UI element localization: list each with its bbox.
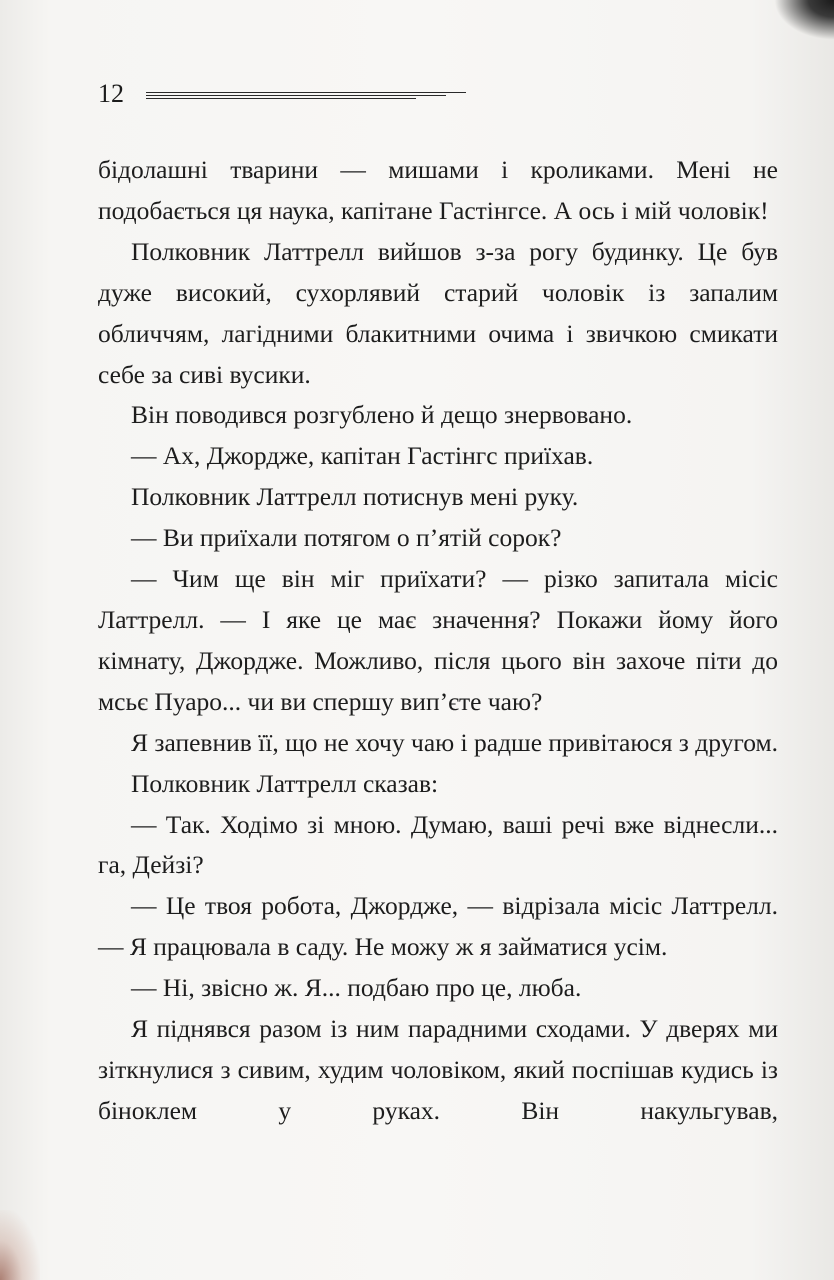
paragraph: — Ви приїхали потягом о п’ятій сорок? — [131, 523, 562, 553]
paragraph: Я запевнив її, що не хочу чаю і радше привітаюся з другом. — [131, 727, 778, 757]
scan-finger-shadow — [0, 1210, 40, 1280]
paragraph: — Це твоя робота, Джордже, — відрізала місіс Латтрелл. — Я працювала в саду. Не можу ж я займатися усім. — [98, 891, 778, 962]
paragraph: Полковник Латтрелл сказав: — [131, 768, 439, 798]
page-header — [98, 78, 478, 110]
page-number: 12 — [98, 79, 124, 108]
paragraph: — Ні, звісно ж. Я... подбаю про це, люба. — [131, 973, 582, 1003]
paragraph: Полковник Латтрелл вийшов з-за рогу будинку. Це був дуже високий, сухорлявий старий чоловік із запалим обличчям, лагідними блакитними очима і звичкою смикати себе за сиві вусики. — [98, 236, 778, 389]
paragraph: Я піднявся разом із ним парадними сходами. У дверях ми зіткнулися з сивим, худим чоловіком, який поспішав кудись із біноклем у руках. Він накульгував, — [98, 1014, 778, 1125]
paragraph: — Ах, Джордже, капітан Гастінгс приїхав. — [131, 441, 594, 471]
scan-corner-shadow — [774, 0, 834, 40]
paragraph: бідолашні тварини — мишами і кроликами. Мені не подобається ця наука, капітане Гастінгсе. А ось і мій чоловік! — [98, 155, 778, 225]
paragraph: Він поводився розгублено й дещо знервовано. — [131, 400, 633, 430]
body-text — [98, 150, 778, 1132]
header-rule — [146, 92, 466, 99]
paragraph: — Так. Ходімо зі мною. Думаю, ваші речі вже віднесли... га, Дейзі? — [98, 809, 778, 880]
paragraph: Полковник Латтрелл потиснув мені руку. — [131, 482, 579, 512]
paragraph: — Чим ще він міг приїхати? — різко запитала місіс Латтрелл. — І яке це має значення? Покажи йому його кімнату, Джордже. Можливо, після цього він захоче піти до мсьє Пуаро... чи ви спершу вип’єте чаю? — [98, 564, 778, 716]
